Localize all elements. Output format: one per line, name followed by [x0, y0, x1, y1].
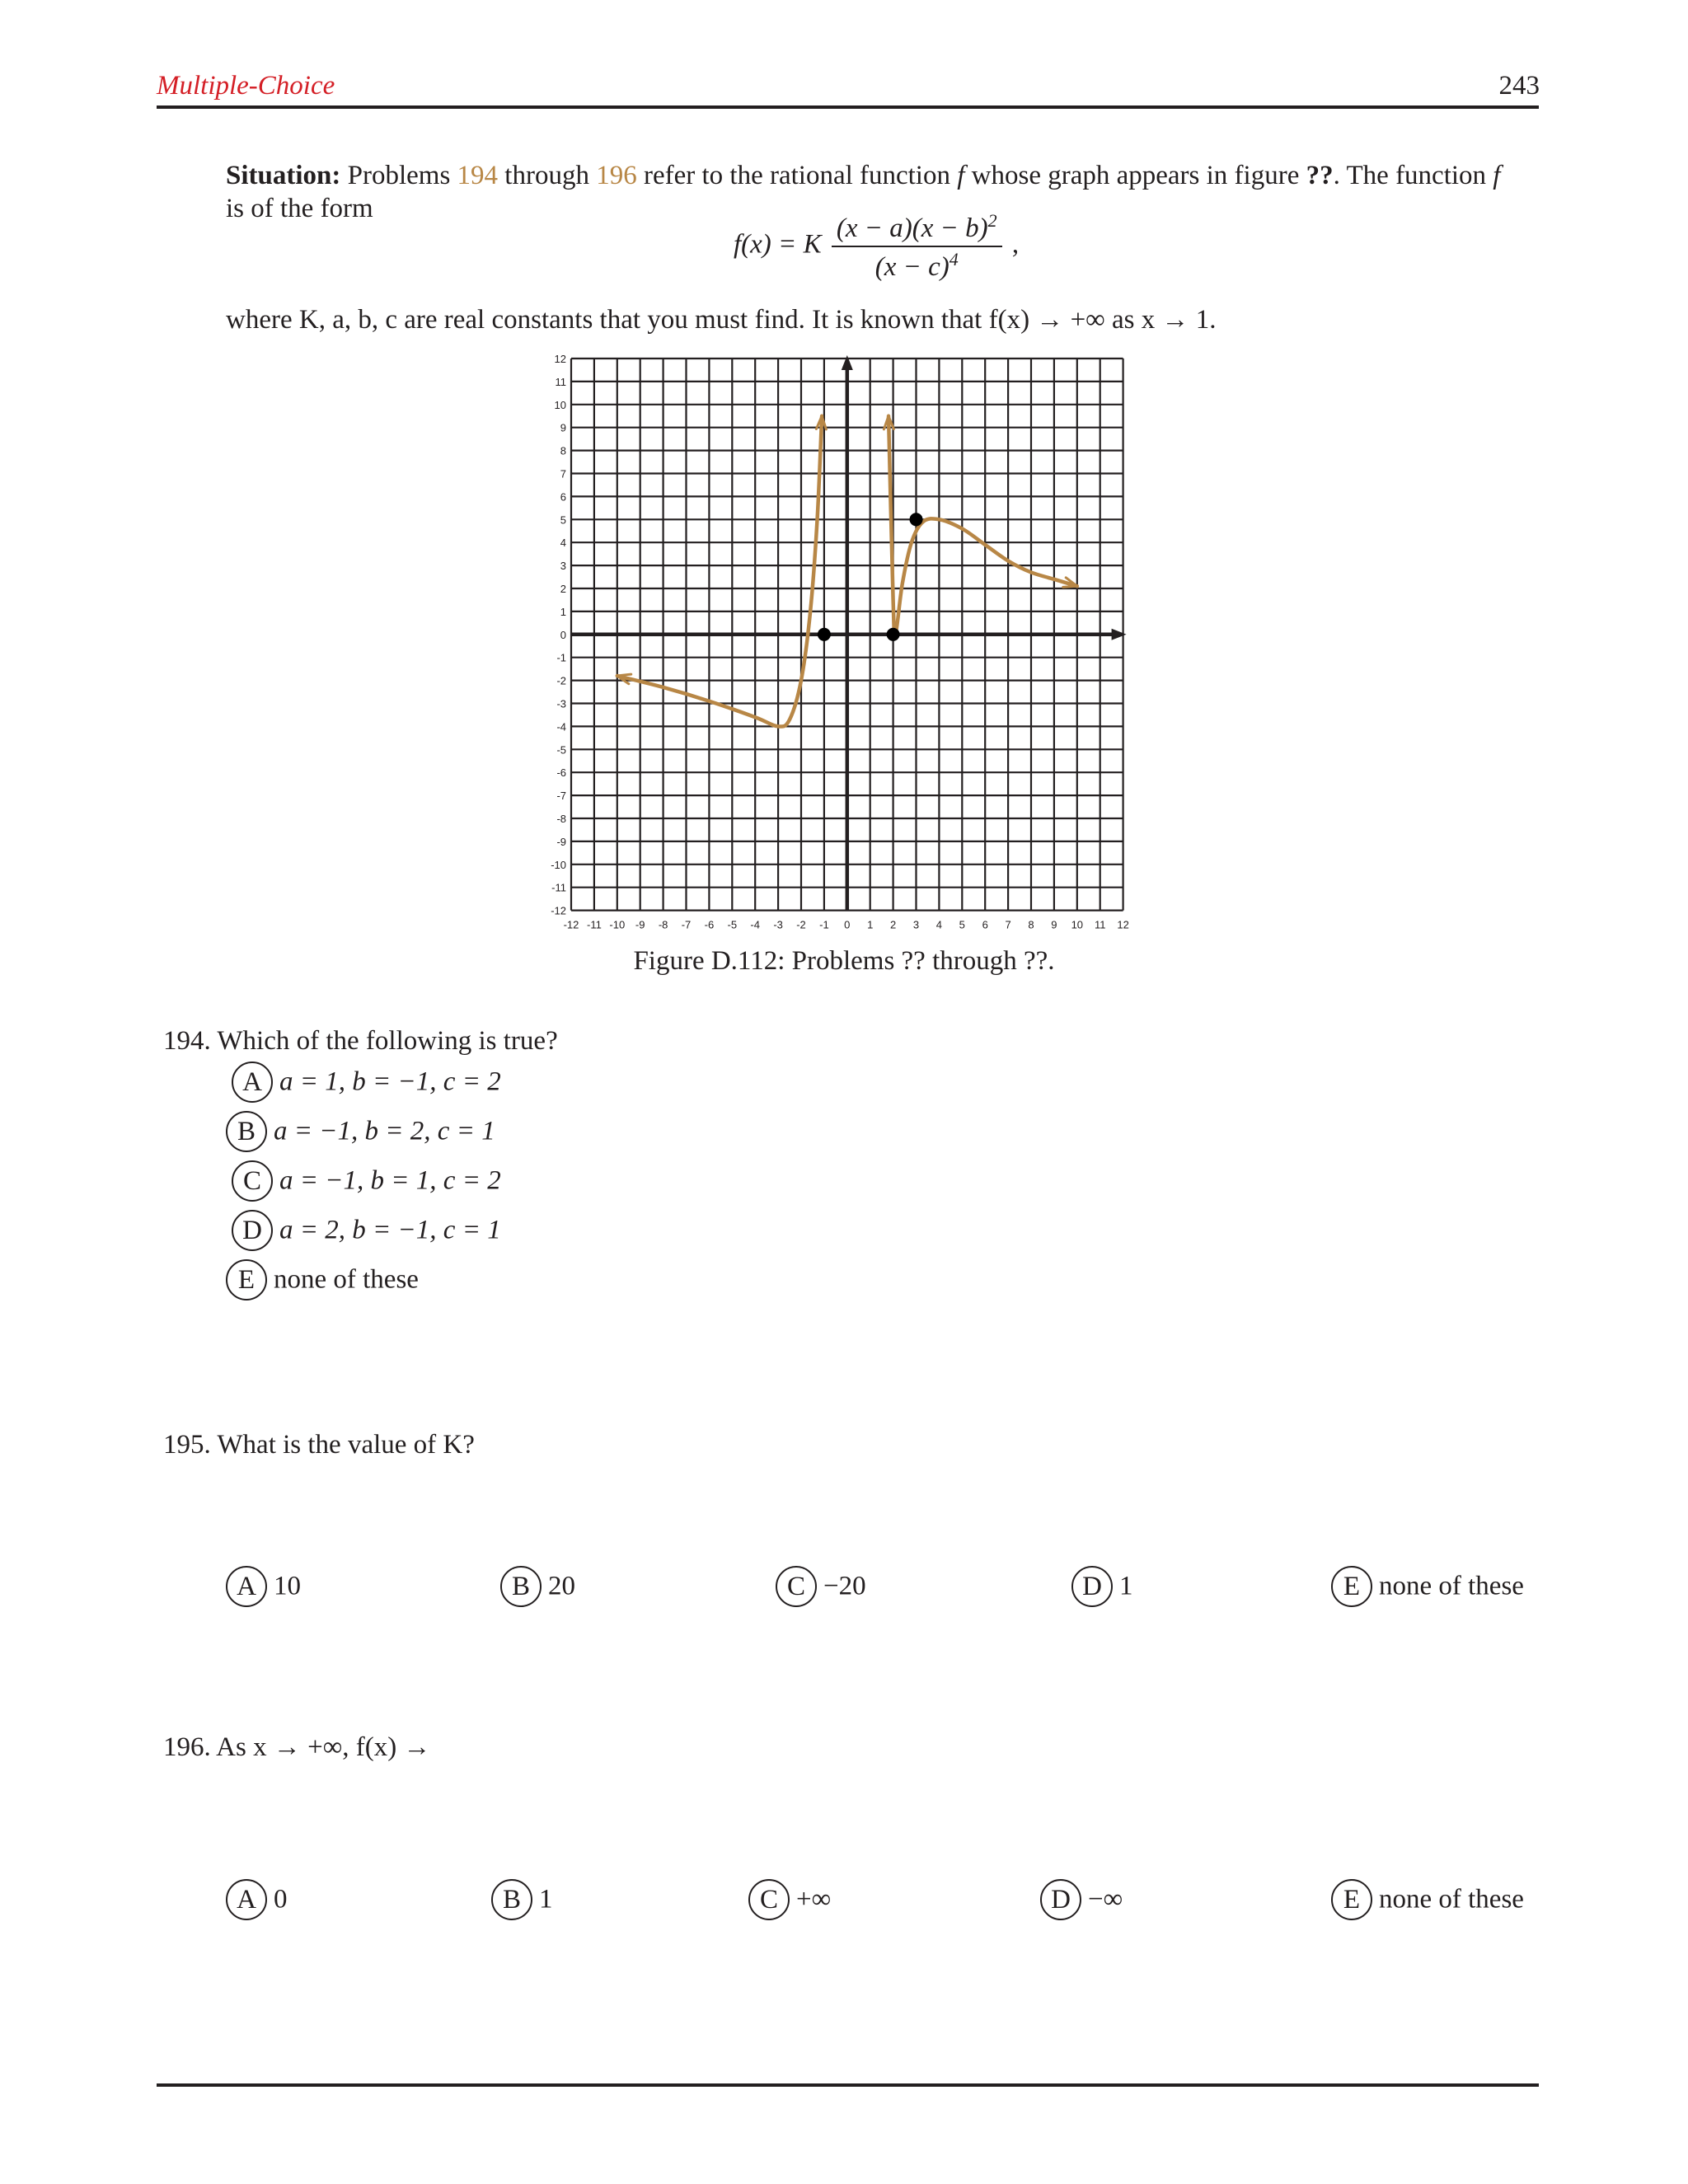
- x-tick-label: 5: [959, 918, 965, 931]
- question-196-prompt: 196. As x → +∞, f(x) →: [163, 1732, 431, 1762]
- situation-line-2: is of the form: [226, 194, 373, 223]
- formula-numerator: $(x - a)(x - b)^2$: [832, 210, 1002, 247]
- x-tick-label: -10: [609, 918, 626, 931]
- x-tick-label: 7: [1005, 918, 1011, 931]
- footer-rule: [157, 2083, 1539, 2087]
- situation-text: . The function: [1333, 161, 1487, 190]
- q195-option-e[interactable]: [1331, 1566, 1524, 1607]
- option-text: −∞: [1088, 1884, 1123, 1915]
- x-axis-arrow: [1112, 629, 1127, 640]
- x-tick-label: 1: [867, 918, 874, 931]
- y-tick-label: -1: [556, 651, 566, 664]
- option-letter: D: [232, 1210, 273, 1251]
- y-tick-label: -11: [551, 881, 566, 894]
- formula: [734, 210, 1019, 283]
- option-letter: A: [226, 1566, 267, 1607]
- option-letter: C: [776, 1566, 817, 1607]
- y-tick-label: 4: [560, 537, 566, 550]
- option-letter: D: [1040, 1879, 1081, 1920]
- y-tick-label: 0: [560, 628, 566, 641]
- y-tick-label: -9: [556, 835, 566, 848]
- y-tick-label: 10: [554, 398, 566, 411]
- option-text: +∞: [796, 1884, 832, 1915]
- q196-option-b[interactable]: [491, 1879, 553, 1920]
- q194-option-b[interactable]: [226, 1111, 495, 1152]
- q195-option-b[interactable]: [500, 1566, 575, 1607]
- situation-label: Situation:: [226, 161, 341, 190]
- option-letter: B: [500, 1566, 542, 1607]
- q194-option-c[interactable]: [232, 1160, 501, 1202]
- option-letter: E: [1331, 1566, 1372, 1607]
- formula-lhs: f(x) = K: [734, 229, 822, 260]
- graph-point: [910, 513, 923, 526]
- y-tick-label: -4: [556, 720, 566, 733]
- function-symbol: f: [1493, 161, 1501, 190]
- option-text: 20: [548, 1571, 575, 1601]
- x-tick-label: 3: [912, 918, 920, 931]
- y-tick-label: -3: [556, 697, 566, 710]
- x-tick-label: 10: [1071, 918, 1084, 931]
- situation-text: Problems: [347, 161, 451, 190]
- option-text: 0: [274, 1884, 288, 1915]
- q196-option-c[interactable]: [748, 1879, 831, 1920]
- x-tick-label: -9: [635, 918, 645, 931]
- x-tick-label: 8: [1028, 918, 1034, 931]
- q195-option-c[interactable]: [776, 1566, 866, 1607]
- q196-option-e[interactable]: [1331, 1879, 1524, 1920]
- situation-line-1: [226, 159, 1545, 192]
- y-tick-label: 2: [560, 583, 566, 595]
- option-letter: C: [748, 1879, 790, 1920]
- graph-point: [818, 628, 831, 641]
- option-letter: A: [232, 1062, 273, 1103]
- y-tick-label: -10: [551, 858, 566, 871]
- y-tick-label: -5: [556, 743, 566, 757]
- option-text: none of these: [1379, 1571, 1524, 1601]
- q194-option-d[interactable]: [232, 1210, 501, 1251]
- page-number: 243: [1498, 71, 1540, 101]
- situation-after: where K, a, b, c are real constants that you must find. It is known that f(x) → +∞ as x → 1.: [226, 305, 1217, 335]
- option-letter: E: [1331, 1879, 1372, 1920]
- x-tick-label: 2: [889, 918, 897, 931]
- y-axis-arrow: [842, 355, 853, 370]
- x-tick-label: -11: [586, 918, 602, 931]
- function-symbol: f: [957, 161, 965, 190]
- figure-caption: Figure D.112: Problems ?? through ??.: [633, 946, 1055, 976]
- formula-fraction: [832, 210, 1002, 283]
- y-tick-label: 8: [560, 444, 566, 457]
- y-tick-label: 5: [560, 513, 566, 527]
- x-tick-label: 6: [982, 918, 988, 931]
- y-tick-label: 9: [560, 421, 566, 434]
- header-rule: [157, 105, 1539, 109]
- x-tick-label: 12: [1117, 918, 1129, 931]
- q194-option-a[interactable]: [232, 1062, 501, 1103]
- y-tick-label: -8: [556, 813, 566, 825]
- option-text: 10: [274, 1571, 301, 1601]
- graph-point: [887, 628, 900, 641]
- question-194-prompt: 194. Which of the following is true?: [163, 1026, 558, 1056]
- option-text: none of these: [274, 1264, 419, 1295]
- option-letter: C: [232, 1160, 273, 1202]
- section-title: Multiple-Choice: [157, 71, 335, 101]
- q195-option-a[interactable]: [226, 1566, 301, 1607]
- q195-option-d[interactable]: [1071, 1566, 1133, 1607]
- y-tick-label: -12: [551, 904, 566, 917]
- x-tick-label: 9: [1051, 918, 1057, 931]
- y-tick-label: 7: [560, 467, 566, 480]
- option-letter: A: [226, 1879, 267, 1920]
- q196-option-a[interactable]: [226, 1879, 288, 1920]
- problem-ref[interactable]: 194: [457, 161, 499, 190]
- q194-option-e[interactable]: [226, 1259, 419, 1301]
- option-text: a = −1, b = 1, c = 2: [279, 1165, 501, 1196]
- x-tick-label: -8: [658, 918, 668, 931]
- option-text: none of these: [1379, 1884, 1524, 1915]
- problem-ref[interactable]: 196: [596, 161, 637, 190]
- situation-text: whose graph appears in figure: [971, 161, 1300, 190]
- formula-tail: ,: [1011, 229, 1020, 260]
- x-tick-label: 11: [1094, 918, 1106, 931]
- option-letter: B: [491, 1879, 532, 1920]
- y-tick-label: 11: [555, 375, 566, 388]
- option-text: a = 1, b = −1, c = 2: [279, 1066, 501, 1097]
- function-graph: [540, 342, 1150, 935]
- y-tick-label: 12: [554, 353, 566, 365]
- y-tick-label: -7: [556, 790, 566, 803]
- figure-ref: ??: [1306, 161, 1334, 190]
- x-tick-label: -1: [819, 918, 829, 931]
- option-text: −20: [823, 1571, 866, 1601]
- x-tick-label: -2: [796, 918, 806, 931]
- x-tick-label: 0: [844, 918, 851, 931]
- option-text: 1: [539, 1884, 553, 1915]
- option-letter: E: [226, 1259, 267, 1301]
- option-letter: B: [226, 1111, 267, 1152]
- x-tick-label: -7: [681, 918, 692, 931]
- situation-text: refer to the rational function: [643, 161, 950, 190]
- question-195-prompt: 195. What is the value of K?: [163, 1430, 475, 1460]
- y-tick-label: -2: [556, 674, 566, 687]
- x-tick-label: -3: [773, 918, 783, 931]
- x-tick-label: -5: [727, 918, 738, 931]
- option-text: a = −1, b = 2, c = 1: [274, 1116, 495, 1146]
- x-tick-label: -6: [704, 918, 715, 931]
- y-tick-label: 1: [560, 605, 566, 618]
- x-tick-label: 4: [935, 918, 943, 931]
- x-tick-label: -4: [750, 918, 760, 931]
- formula-denominator: $(x - c)^4$: [874, 249, 959, 282]
- option-text: 1: [1119, 1571, 1133, 1601]
- option-letter: D: [1071, 1566, 1113, 1607]
- y-tick-label: 3: [560, 560, 566, 573]
- q196-option-d[interactable]: [1040, 1879, 1123, 1920]
- situation-text: through: [504, 161, 589, 190]
- y-tick-label: 6: [560, 490, 566, 504]
- y-tick-label: -6: [556, 766, 566, 780]
- x-tick-label: -12: [563, 918, 579, 931]
- option-text: a = 2, b = −1, c = 1: [279, 1215, 501, 1245]
